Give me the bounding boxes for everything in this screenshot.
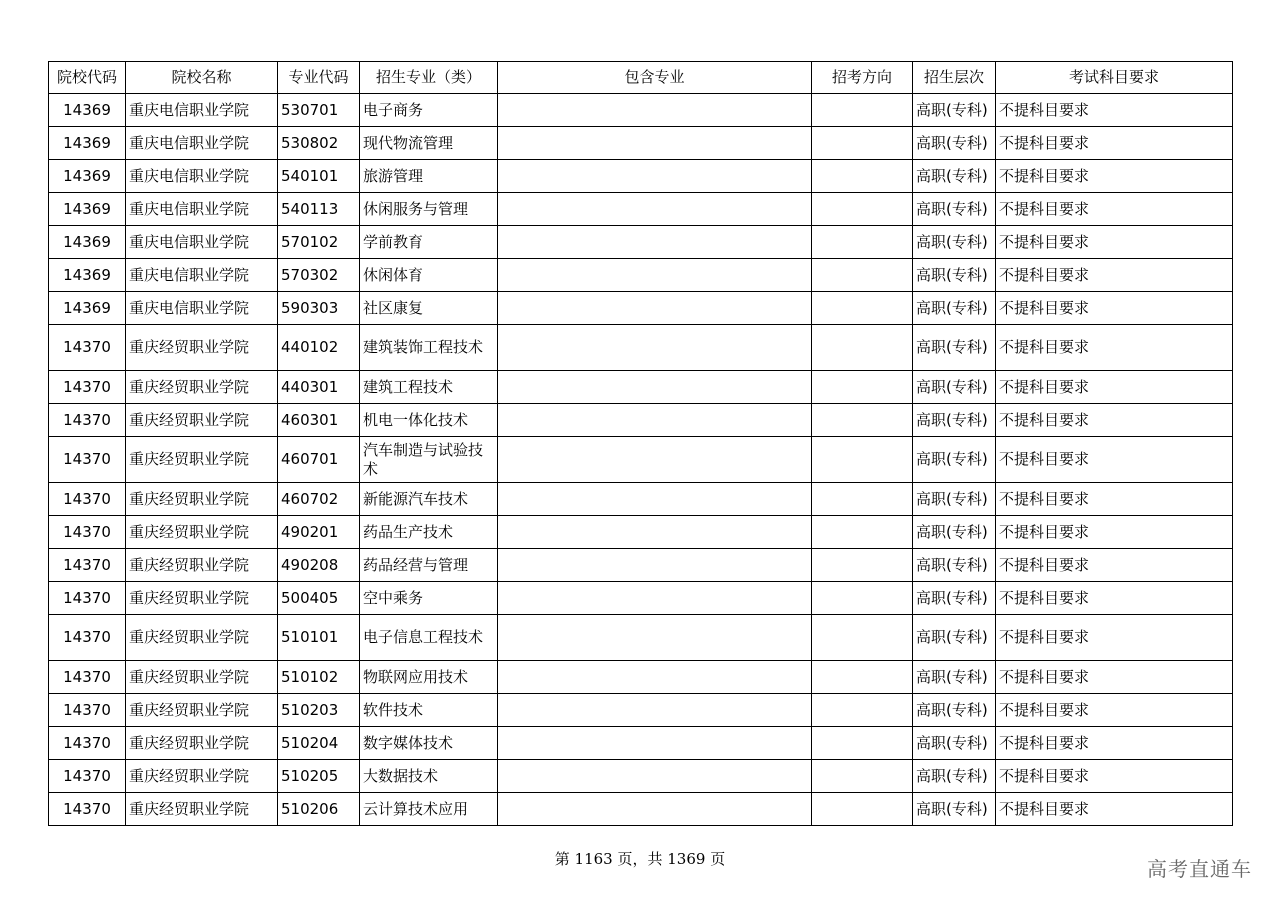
cell-included-majors (498, 615, 812, 661)
cell-school-name: 重庆经贸职业学院 (126, 516, 278, 549)
cell-school-code: 14370 (49, 760, 126, 793)
cell-level: 高职(专科) (913, 160, 996, 193)
table-row (49, 760, 1233, 793)
table-row (49, 694, 1233, 727)
table-row (49, 582, 1233, 615)
table-row (49, 193, 1233, 226)
cell-included-majors (498, 160, 812, 193)
table-row (49, 661, 1233, 694)
cell-included-majors (498, 226, 812, 259)
cell-major-code: 590303 (278, 292, 360, 325)
cell-school-code: 14369 (49, 226, 126, 259)
cell-included-majors (498, 694, 812, 727)
cell-level: 高职(专科) (913, 259, 996, 292)
cell-school-code: 14370 (49, 549, 126, 582)
cell-school-name: 重庆经贸职业学院 (126, 404, 278, 437)
cell-school-name: 重庆经贸职业学院 (126, 727, 278, 760)
cell-level: 高职(专科) (913, 292, 996, 325)
cell-included-majors (498, 793, 812, 826)
col-header-major-code: 专业代码 (278, 62, 360, 94)
cell-major: 机电一体化技术 (360, 404, 498, 437)
cell-requirement: 不提科目要求 (996, 94, 1233, 127)
cell-requirement: 不提科目要求 (996, 259, 1233, 292)
cell-requirement: 不提科目要求 (996, 793, 1233, 826)
cell-school-code: 14370 (49, 483, 126, 516)
cell-school-name: 重庆经贸职业学院 (126, 549, 278, 582)
cell-requirement: 不提科目要求 (996, 292, 1233, 325)
cell-school-name: 重庆电信职业学院 (126, 226, 278, 259)
table-row (49, 615, 1233, 661)
table-row (49, 437, 1233, 483)
cell-school-code: 14370 (49, 727, 126, 760)
cell-requirement: 不提科目要求 (996, 582, 1233, 615)
cell-school-name: 重庆经贸职业学院 (126, 437, 278, 483)
cell-included-majors (498, 292, 812, 325)
cell-major-code: 440102 (278, 325, 360, 371)
cell-direction (812, 371, 913, 404)
cell-school-name: 重庆电信职业学院 (126, 193, 278, 226)
cell-school-name: 重庆电信职业学院 (126, 160, 278, 193)
cell-major-code: 570302 (278, 259, 360, 292)
cell-direction (812, 437, 913, 483)
cell-major: 社区康复 (360, 292, 498, 325)
cell-direction (812, 404, 913, 437)
cell-included-majors (498, 661, 812, 694)
cell-major-code: 510205 (278, 760, 360, 793)
cell-direction (812, 727, 913, 760)
cell-requirement: 不提科目要求 (996, 325, 1233, 371)
cell-major-code: 460301 (278, 404, 360, 437)
cell-level: 高职(专科) (913, 127, 996, 160)
cell-direction (812, 127, 913, 160)
cell-included-majors (498, 437, 812, 483)
cell-major-code: 460701 (278, 437, 360, 483)
cell-school-code: 14370 (49, 404, 126, 437)
cell-major-code: 540113 (278, 193, 360, 226)
table-row (49, 727, 1233, 760)
cell-level: 高职(专科) (913, 404, 996, 437)
table-row (49, 404, 1233, 437)
cell-level: 高职(专科) (913, 760, 996, 793)
cell-school-code: 14370 (49, 516, 126, 549)
cell-major: 软件技术 (360, 694, 498, 727)
cell-requirement: 不提科目要求 (996, 193, 1233, 226)
cell-included-majors (498, 582, 812, 615)
cell-school-name: 重庆电信职业学院 (126, 292, 278, 325)
cell-major: 新能源汽车技术 (360, 483, 498, 516)
col-header-direction: 招考方向 (812, 62, 913, 94)
cell-school-code: 14369 (49, 259, 126, 292)
cell-requirement: 不提科目要求 (996, 404, 1233, 437)
cell-major-code: 510206 (278, 793, 360, 826)
cell-included-majors (498, 325, 812, 371)
cell-school-code: 14369 (49, 292, 126, 325)
cell-major-code: 530701 (278, 94, 360, 127)
cell-requirement: 不提科目要求 (996, 694, 1233, 727)
cell-included-majors (498, 516, 812, 549)
col-header-school-name: 院校名称 (126, 62, 278, 94)
cell-direction (812, 193, 913, 226)
cell-included-majors (498, 193, 812, 226)
cell-major: 药品生产技术 (360, 516, 498, 549)
cell-direction (812, 292, 913, 325)
cell-school-name: 重庆经贸职业学院 (126, 615, 278, 661)
cell-included-majors (498, 760, 812, 793)
cell-direction (812, 483, 913, 516)
cell-level: 高职(专科) (913, 437, 996, 483)
cell-requirement: 不提科目要求 (996, 371, 1233, 404)
table-header-row (49, 62, 1233, 94)
col-header-requirement: 考试科目要求 (996, 62, 1233, 94)
cell-included-majors (498, 371, 812, 404)
cell-direction (812, 160, 913, 193)
cell-level: 高职(专科) (913, 549, 996, 582)
cell-requirement: 不提科目要求 (996, 760, 1233, 793)
cell-level: 高职(专科) (913, 325, 996, 371)
cell-requirement: 不提科目要求 (996, 727, 1233, 760)
cell-requirement: 不提科目要求 (996, 437, 1233, 483)
cell-direction (812, 226, 913, 259)
cell-major-code: 490208 (278, 549, 360, 582)
cell-school-code: 14369 (49, 94, 126, 127)
cell-school-name: 重庆电信职业学院 (126, 127, 278, 160)
cell-school-name: 重庆电信职业学院 (126, 259, 278, 292)
cell-direction (812, 94, 913, 127)
cell-requirement: 不提科目要求 (996, 160, 1233, 193)
cell-school-name: 重庆经贸职业学院 (126, 661, 278, 694)
cell-level: 高职(专科) (913, 727, 996, 760)
cell-included-majors (498, 404, 812, 437)
cell-level: 高职(专科) (913, 483, 996, 516)
cell-school-code: 14370 (49, 371, 126, 404)
cell-major: 空中乘务 (360, 582, 498, 615)
cell-major: 建筑工程技术 (360, 371, 498, 404)
cell-major-code: 510102 (278, 661, 360, 694)
cell-included-majors (498, 127, 812, 160)
cell-direction (812, 793, 913, 826)
cell-school-name: 重庆经贸职业学院 (126, 760, 278, 793)
cell-direction (812, 259, 913, 292)
cell-requirement: 不提科目要求 (996, 549, 1233, 582)
cell-major: 休闲体育 (360, 259, 498, 292)
table-row (49, 259, 1233, 292)
cell-school-name: 重庆经贸职业学院 (126, 694, 278, 727)
cell-major-code: 570102 (278, 226, 360, 259)
col-header-level: 招生层次 (913, 62, 996, 94)
cell-school-name: 重庆经贸职业学院 (126, 582, 278, 615)
table-row (49, 226, 1233, 259)
cell-school-code: 14370 (49, 437, 126, 483)
cell-requirement: 不提科目要求 (996, 483, 1233, 516)
cell-included-majors (498, 259, 812, 292)
cell-school-code: 14370 (49, 661, 126, 694)
cell-level: 高职(专科) (913, 793, 996, 826)
cell-major-code: 510203 (278, 694, 360, 727)
cell-level: 高职(专科) (913, 94, 996, 127)
cell-school-code: 14369 (49, 193, 126, 226)
cell-direction (812, 516, 913, 549)
cell-school-name: 重庆电信职业学院 (126, 94, 278, 127)
cell-level: 高职(专科) (913, 371, 996, 404)
table-row (49, 292, 1233, 325)
cell-major: 电子信息工程技术 (360, 615, 498, 661)
cell-major: 云计算技术应用 (360, 793, 498, 826)
cell-major: 数字媒体技术 (360, 727, 498, 760)
cell-school-code: 14370 (49, 793, 126, 826)
cell-school-name: 重庆经贸职业学院 (126, 483, 278, 516)
cell-direction (812, 615, 913, 661)
cell-level: 高职(专科) (913, 193, 996, 226)
table-row (49, 371, 1233, 404)
cell-school-code: 14370 (49, 694, 126, 727)
admissions-table (48, 61, 1233, 826)
cell-direction (812, 582, 913, 615)
cell-major-code: 530802 (278, 127, 360, 160)
cell-major: 建筑装饰工程技术 (360, 325, 498, 371)
cell-included-majors (498, 727, 812, 760)
table-row (49, 127, 1233, 160)
cell-school-code: 14370 (49, 582, 126, 615)
cell-level: 高职(专科) (913, 615, 996, 661)
cell-direction (812, 325, 913, 371)
cell-major-code: 500405 (278, 582, 360, 615)
cell-requirement: 不提科目要求 (996, 226, 1233, 259)
cell-school-code: 14369 (49, 127, 126, 160)
col-header-included-majors: 包含专业 (498, 62, 812, 94)
cell-requirement: 不提科目要求 (996, 127, 1233, 160)
cell-major: 药品经营与管理 (360, 549, 498, 582)
cell-level: 高职(专科) (913, 661, 996, 694)
table-row (49, 516, 1233, 549)
cell-school-code: 14370 (49, 615, 126, 661)
cell-included-majors (498, 483, 812, 516)
table-row (49, 483, 1233, 516)
cell-direction (812, 760, 913, 793)
cell-major: 休闲服务与管理 (360, 193, 498, 226)
cell-major: 旅游管理 (360, 160, 498, 193)
cell-major: 物联网应用技术 (360, 661, 498, 694)
cell-requirement: 不提科目要求 (996, 661, 1233, 694)
table-row (49, 160, 1233, 193)
cell-major: 现代物流管理 (360, 127, 498, 160)
cell-school-name: 重庆经贸职业学院 (126, 325, 278, 371)
table-row (49, 549, 1233, 582)
cell-school-code: 14369 (49, 160, 126, 193)
cell-level: 高职(专科) (913, 582, 996, 615)
table-row (49, 793, 1233, 826)
cell-direction (812, 661, 913, 694)
cell-level: 高职(专科) (913, 226, 996, 259)
cell-major-code: 460702 (278, 483, 360, 516)
cell-major: 学前教育 (360, 226, 498, 259)
cell-level: 高职(专科) (913, 516, 996, 549)
cell-school-name: 重庆经贸职业学院 (126, 371, 278, 404)
cell-major-code: 440301 (278, 371, 360, 404)
cell-included-majors (498, 94, 812, 127)
col-header-school-code: 院校代码 (49, 62, 126, 94)
cell-school-name: 重庆经贸职业学院 (126, 793, 278, 826)
cell-major: 电子商务 (360, 94, 498, 127)
cell-included-majors (498, 549, 812, 582)
cell-major-code: 490201 (278, 516, 360, 549)
cell-direction (812, 694, 913, 727)
cell-requirement: 不提科目要求 (996, 516, 1233, 549)
cell-major-code: 510101 (278, 615, 360, 661)
cell-direction (812, 549, 913, 582)
cell-major-code: 510204 (278, 727, 360, 760)
table-row (49, 94, 1233, 127)
cell-major: 大数据技术 (360, 760, 498, 793)
cell-school-code: 14370 (49, 325, 126, 371)
cell-major: 汽车制造与试验技术 (360, 437, 498, 483)
cell-level: 高职(专科) (913, 694, 996, 727)
cell-major-code: 540101 (278, 160, 360, 193)
watermark-text: 高考直通车 (1147, 857, 1252, 881)
col-header-major: 招生专业（类） (360, 62, 498, 94)
table-row (49, 325, 1233, 371)
cell-requirement: 不提科目要求 (996, 615, 1233, 661)
page-number: 第 1163 页，共 1369 页 (554, 850, 726, 868)
